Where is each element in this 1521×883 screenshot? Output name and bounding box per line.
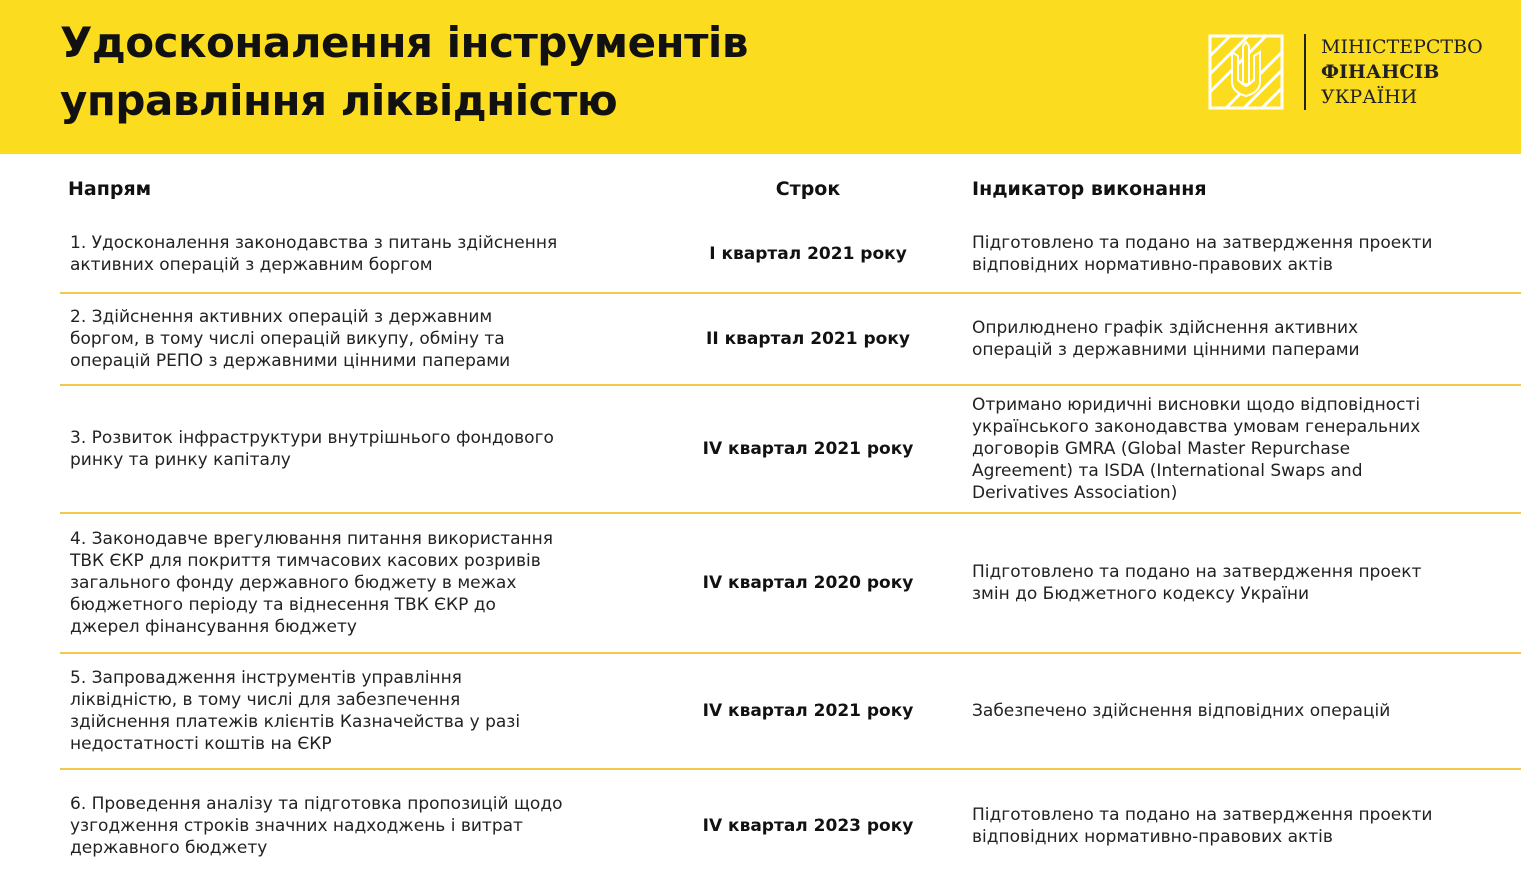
- indicator-cell: Оприлюднено графік здійснення активних операцій з державними цінними паперами: [972, 318, 1360, 360]
- page-title-line-1: Удосконалення інструментів: [60, 18, 748, 67]
- direction-cell: 3. Розвиток інфраструктури внутрішнього фондового ринку та ринку капіталу: [70, 428, 554, 470]
- table-row: [60, 294, 1521, 384]
- ministry-logo: [1208, 32, 1483, 112]
- table-row: [60, 514, 1521, 652]
- ministry-name-line-3: УКРАЇНИ: [1321, 85, 1418, 108]
- ministry-name: [1321, 35, 1483, 110]
- ministry-name-line-1: МІНІСТЕРСТВО: [1321, 35, 1483, 58]
- direction-cell: 6. Проведення аналізу та підготовка пропозицій щодо узгодження строків значних надходжень і витрат державного бюджету: [70, 794, 563, 858]
- term-cell: IV квартал 2021 року: [702, 701, 914, 721]
- column-header-direction: Напрям: [68, 178, 152, 200]
- column-header-term: Строк: [775, 178, 841, 200]
- direction-cell: 2. Здійснення активних операцій з державним боргом, в тому числі операцій викупу, обміну та операцій РЕПО з державними цінними паперами: [70, 307, 511, 371]
- term-cell: IV квартал 2023 року: [702, 816, 914, 836]
- page-title-line-2: управління ліквідністю: [60, 76, 618, 125]
- table-row: [60, 770, 1521, 882]
- table-row: [60, 386, 1521, 512]
- page-title: [60, 14, 960, 130]
- indicator-cell: Підготовлено та подано на затвердження проекти відповідних нормативно-правових актів: [972, 233, 1433, 275]
- direction-cell: 4. Законодавче врегулювання питання використання ТВК ЄКР для покриття тимчасових касових розривів загального фонду державного бюджету в межах бюджетного періоду та віднесення ТВК ЄКР до джерел фінансування бюджету: [70, 529, 553, 637]
- term-cell: IV квартал 2021 року: [702, 439, 914, 459]
- direction-cell: 5. Запровадження інструментів управління ліквідністю, в тому числі для забезпечення здійснення платежів клієнтів Казначейства у разі недостатності коштів на ЄКР: [70, 668, 521, 754]
- direction-cell: 1. Удосконалення законодавства з питань здійснення активних операцій з державним боргом: [70, 233, 558, 275]
- column-header-indicator: Індикатор виконання: [972, 178, 1207, 200]
- header-banner: [0, 0, 1521, 154]
- trident-emblem-icon: [1208, 34, 1284, 110]
- indicator-cell: Підготовлено та подано на затвердження проекти відповідних нормативно-правових актів: [972, 805, 1433, 847]
- indicator-cell: Підготовлено та подано на затвердження проект змін до Бюджетного кодексу України: [972, 562, 1422, 604]
- logo-divider: [1304, 34, 1306, 110]
- term-cell: I квартал 2021 року: [709, 244, 907, 264]
- term-cell: II квартал 2021 року: [706, 329, 910, 349]
- table-row: [60, 654, 1521, 768]
- term-cell: IV квартал 2020 року: [702, 573, 914, 593]
- table-row: [60, 216, 1521, 292]
- ministry-name-line-2: ФІНАНСІВ: [1321, 60, 1440, 83]
- indicator-cell: Отримано юридичні висновки щодо відповідності українського законодавства умовам генеральних договорів GMRA (Global Master Repurchase Agreement) та ISDA (International Swaps and Derivatives Association): [972, 395, 1421, 503]
- indicator-cell: Забезпечено здійснення відповідних операцій: [972, 701, 1391, 721]
